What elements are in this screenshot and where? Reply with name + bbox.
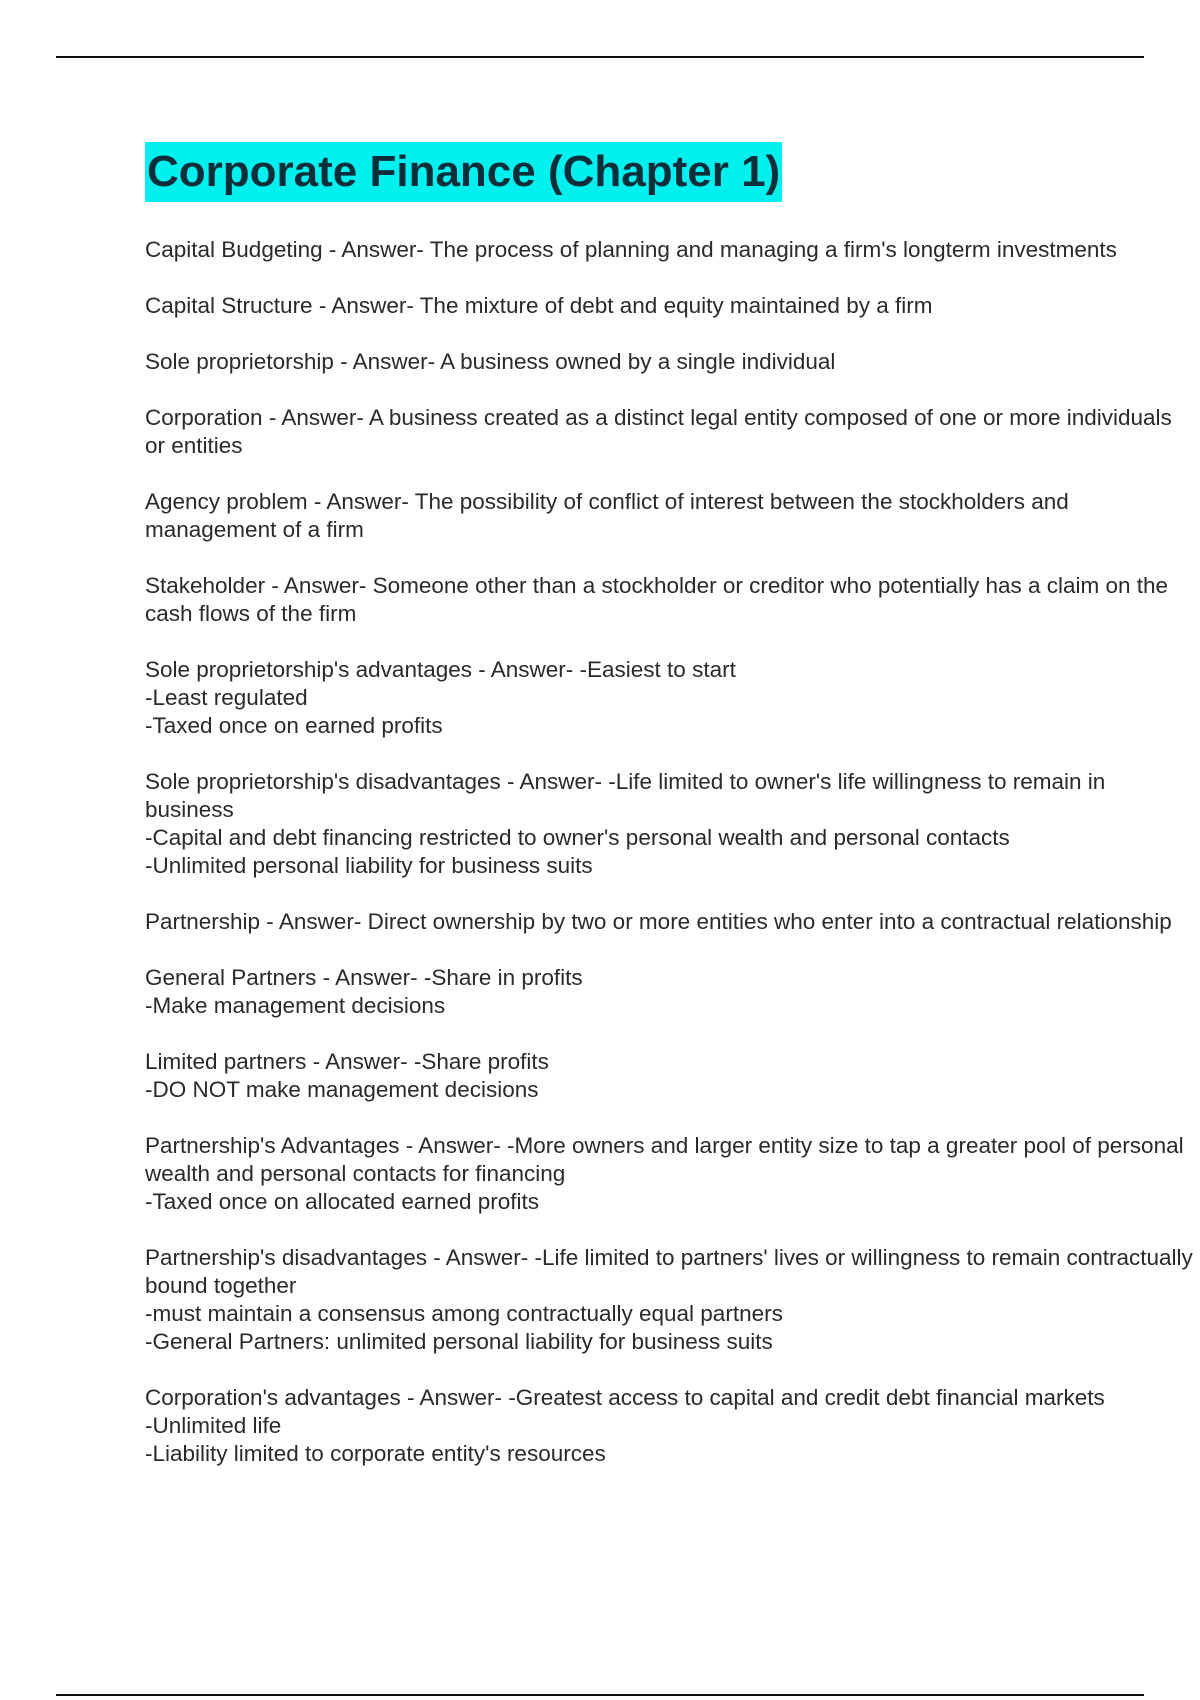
list-item	[145, 348, 1195, 376]
list-item	[145, 1384, 1195, 1468]
entry-line: -Make management decisions	[145, 993, 446, 1018]
entry-line: -Taxed once on allocated earned profits	[145, 1189, 540, 1214]
list-item	[145, 1244, 1200, 1356]
list-item	[145, 908, 1195, 936]
document-body	[145, 142, 1200, 1496]
entry-line: Sole proprietorship - Answer- A business owned by a single individual	[145, 349, 836, 374]
entry-line: Capital Budgeting - Answer- The process of planning and managing a firm's longterm investments	[145, 237, 1117, 262]
bottom-rule	[56, 1694, 1144, 1696]
entry-line: Stakeholder - Answer- Someone other than a stockholder or creditor who potentially has a claim on the cash flows of the firm	[145, 573, 1175, 626]
entry-line: Sole proprietorship's disadvantages - Answer- -Life limited to owner's life willingness to remain in business	[145, 769, 1112, 822]
flashcard-list	[145, 236, 1200, 1468]
entry-line: -Unlimited personal liability for business suits	[145, 853, 593, 878]
list-item	[145, 656, 1195, 740]
entry-line: Partnership's disadvantages - Answer- -Life limited to partners' lives or willingness to remain contractually bound together	[145, 1245, 1200, 1298]
document-title: Corporate Finance (Chapter 1)	[145, 142, 782, 202]
list-item	[145, 236, 1195, 264]
entry-line: Sole proprietorship's advantages - Answer- -Easiest to start	[145, 657, 736, 682]
list-item	[145, 1048, 1195, 1104]
list-item	[145, 404, 1195, 460]
entry-line: -Liability limited to corporate entity's resources	[145, 1441, 606, 1466]
entry-line: Limited partners - Answer- -Share profits	[145, 1049, 549, 1074]
list-item	[145, 768, 1195, 880]
entry-line: -DO NOT make management decisions	[145, 1077, 539, 1102]
list-item	[145, 572, 1195, 628]
entry-line: Partnership's Advantages - Answer- -More owners and larger entity size to tap a greater pool of personal wealth and personal contacts for financing	[145, 1133, 1190, 1186]
list-item	[145, 292, 1195, 320]
entry-line: Partnership - Answer- Direct ownership by two or more entities who enter into a contractual relationship	[145, 909, 1172, 934]
list-item	[145, 488, 1195, 544]
entry-line: -must maintain a consensus among contractually equal partners	[145, 1301, 783, 1326]
entry-line: -Taxed once on earned profits	[145, 713, 443, 738]
entry-line: General Partners - Answer- -Share in profits	[145, 965, 583, 990]
list-item	[145, 1132, 1195, 1216]
entry-line: -Least regulated	[145, 685, 308, 710]
entry-line: -General Partners: unlimited personal liability for business suits	[145, 1329, 773, 1354]
entry-line: -Capital and debt financing restricted to owner's personal wealth and personal contacts	[145, 825, 1010, 850]
entry-line: Agency problem - Answer- The possibility of conflict of interest between the stockholders and management of a firm	[145, 489, 1076, 542]
entry-line: Corporation - Answer- A business created as a distinct legal entity composed of one or more individuals or entities	[145, 405, 1179, 458]
entry-line: -Unlimited life	[145, 1413, 282, 1438]
entry-line: Capital Structure - Answer- The mixture of debt and equity maintained by a firm	[145, 293, 933, 318]
entry-line: Corporation's advantages - Answer- -Greatest access to capital and credit debt financial markets	[145, 1385, 1105, 1410]
top-rule	[56, 56, 1144, 58]
list-item	[145, 964, 1195, 1020]
